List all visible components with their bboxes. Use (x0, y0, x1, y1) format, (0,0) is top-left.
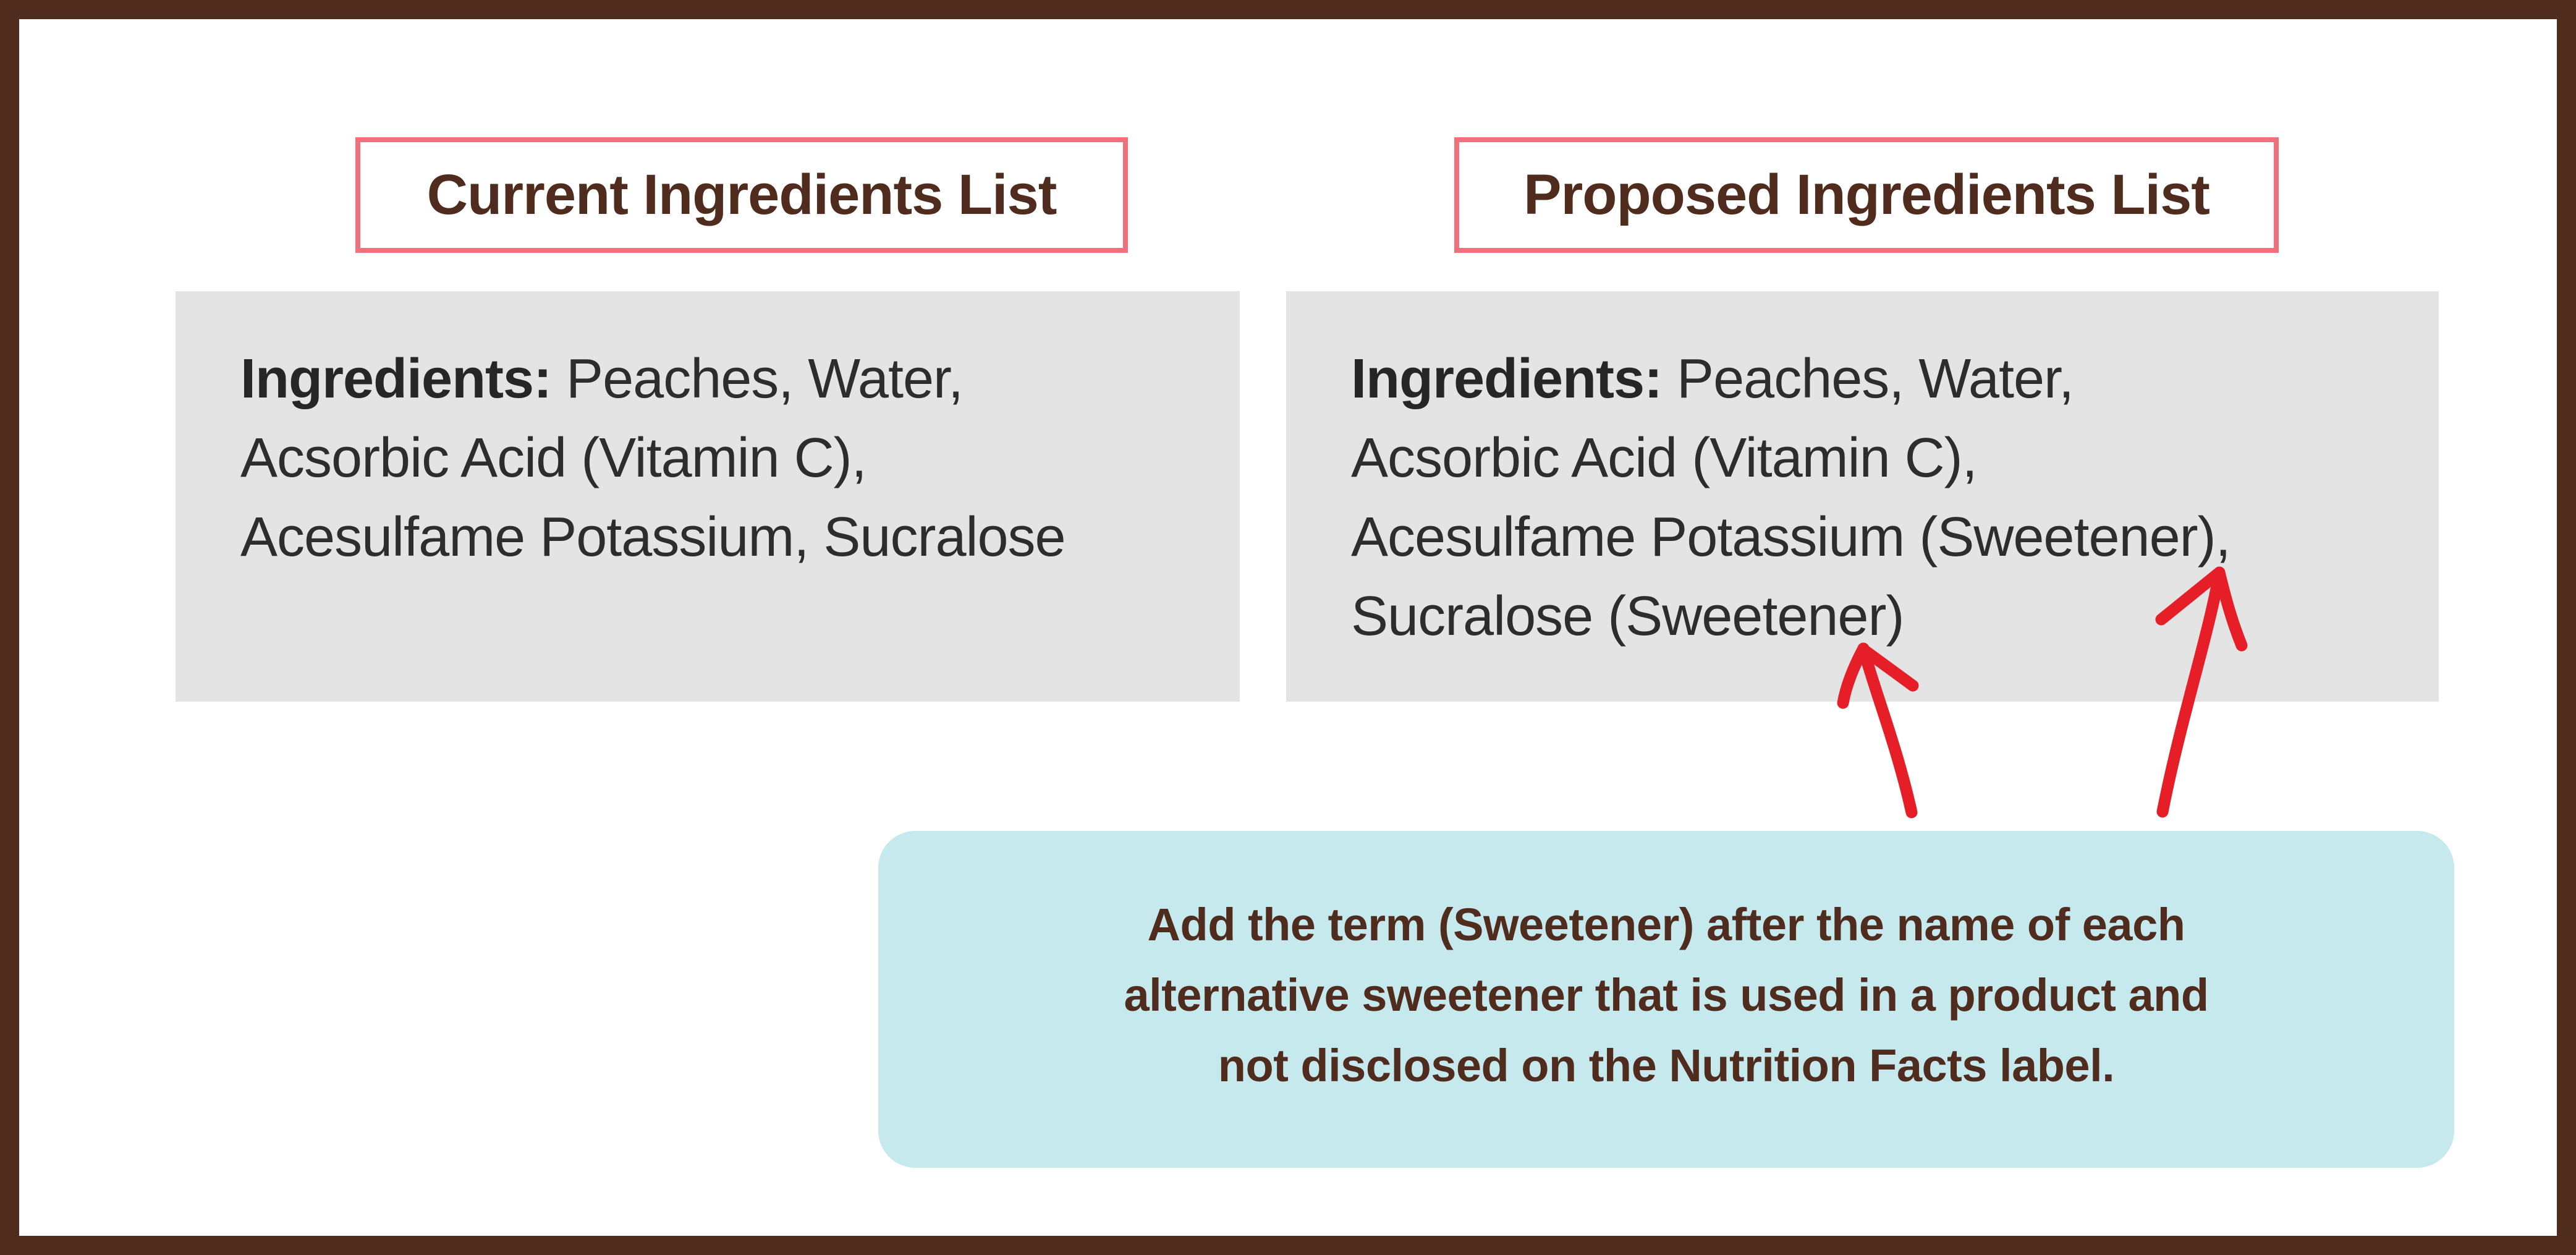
callout-line: alternative sweetener that is used in a product and (1124, 969, 2209, 1021)
ingredients-line: Acesulfame Potassium, Sucralose (240, 506, 1066, 568)
callout-line: not disclosed on the Nutrition Facts label. (1218, 1040, 2115, 1091)
ingredients-line: Sucralose (Sweetener) (1351, 585, 1904, 647)
ingredients-label: Ingredients: (1351, 348, 1663, 410)
ingredients-line: Acsorbic Acid (Vitamin C), (240, 427, 866, 489)
proposed-ingredients-title: Proposed Ingredients List (1523, 163, 2210, 226)
ingredients-label: Ingredients: (240, 348, 552, 410)
ingredients-line: Acesulfame Potassium (Sweetener), (1351, 506, 2231, 568)
callout-line: Add the term (Sweetener) after the name of each (1147, 899, 2185, 950)
proposed-ingredients-panel (1286, 291, 2439, 702)
current-ingredients-title-box (355, 137, 1128, 253)
ingredients-line-rest: Peaches, Water, (1662, 348, 2074, 410)
ingredients-line (240, 339, 1215, 419)
ingredients-line: Acsorbic Acid (Vitamin C), (1351, 427, 1977, 489)
ingredients-line (1351, 339, 2414, 419)
current-ingredients-title: Current Ingredients List (426, 163, 1057, 226)
proposed-ingredients-title-box (1454, 137, 2279, 253)
sweetener-rule-callout (878, 831, 2454, 1168)
current-ingredients-panel (176, 291, 1240, 702)
ingredients-line-rest: Peaches, Water, (551, 348, 964, 410)
